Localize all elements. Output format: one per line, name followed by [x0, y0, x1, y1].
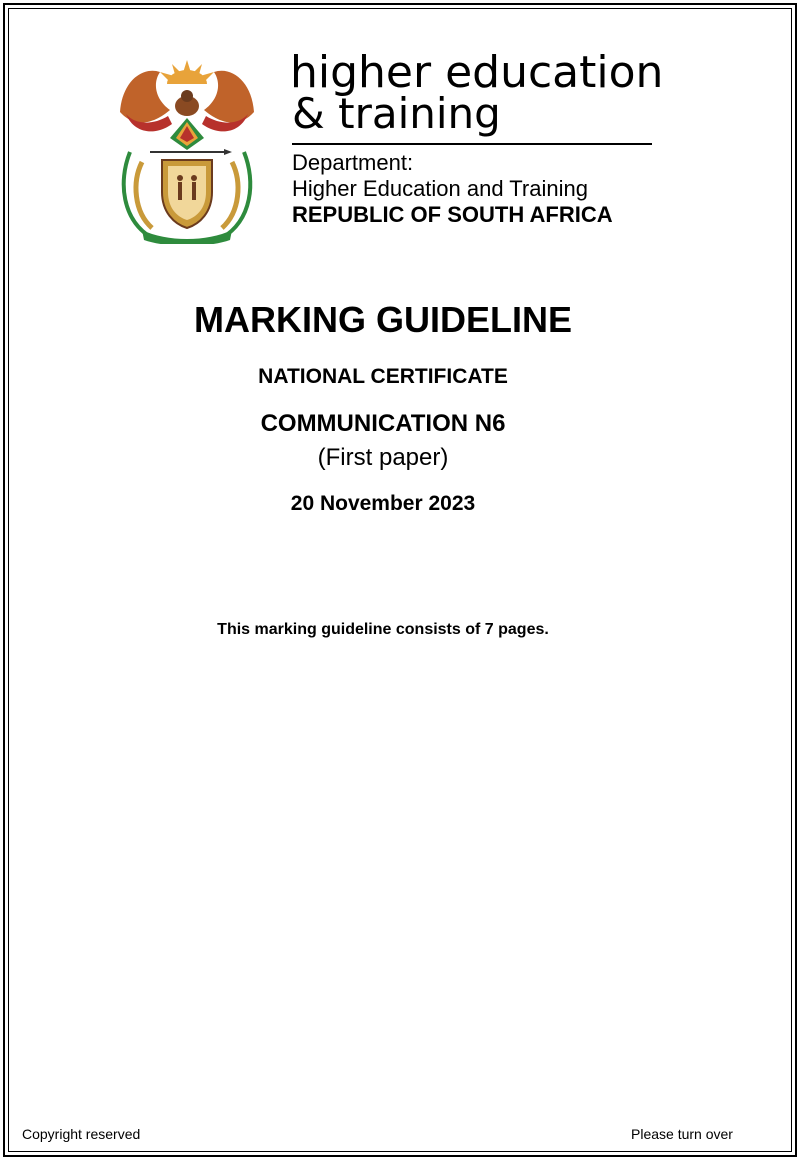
department-label: Department:: [292, 150, 414, 175]
turn-over-footer: Please turn over: [631, 1126, 733, 1142]
brand-title-line1: higher education: [290, 47, 664, 98]
country-name: REPUBLIC OF SOUTH AFRICA: [292, 202, 613, 227]
subject-title: COMMUNICATION N6: [260, 410, 506, 437]
coat-of-arms-icon: [112, 52, 262, 244]
certificate-label: NATIONAL CERTIFICATE: [258, 365, 508, 388]
paper-label: (First paper): [317, 444, 449, 471]
page-count-note: This marking guideline consists of 7 pages.: [217, 621, 549, 638]
brand-divider: [292, 143, 652, 145]
department-name: Higher Education and Training: [292, 176, 588, 201]
brand-title-line2: & training: [292, 89, 501, 138]
document-title: MARKING GUIDELINE: [194, 299, 572, 340]
copyright-footer: Copyright reserved: [22, 1126, 141, 1142]
exam-date: 20 November 2023: [290, 492, 476, 515]
